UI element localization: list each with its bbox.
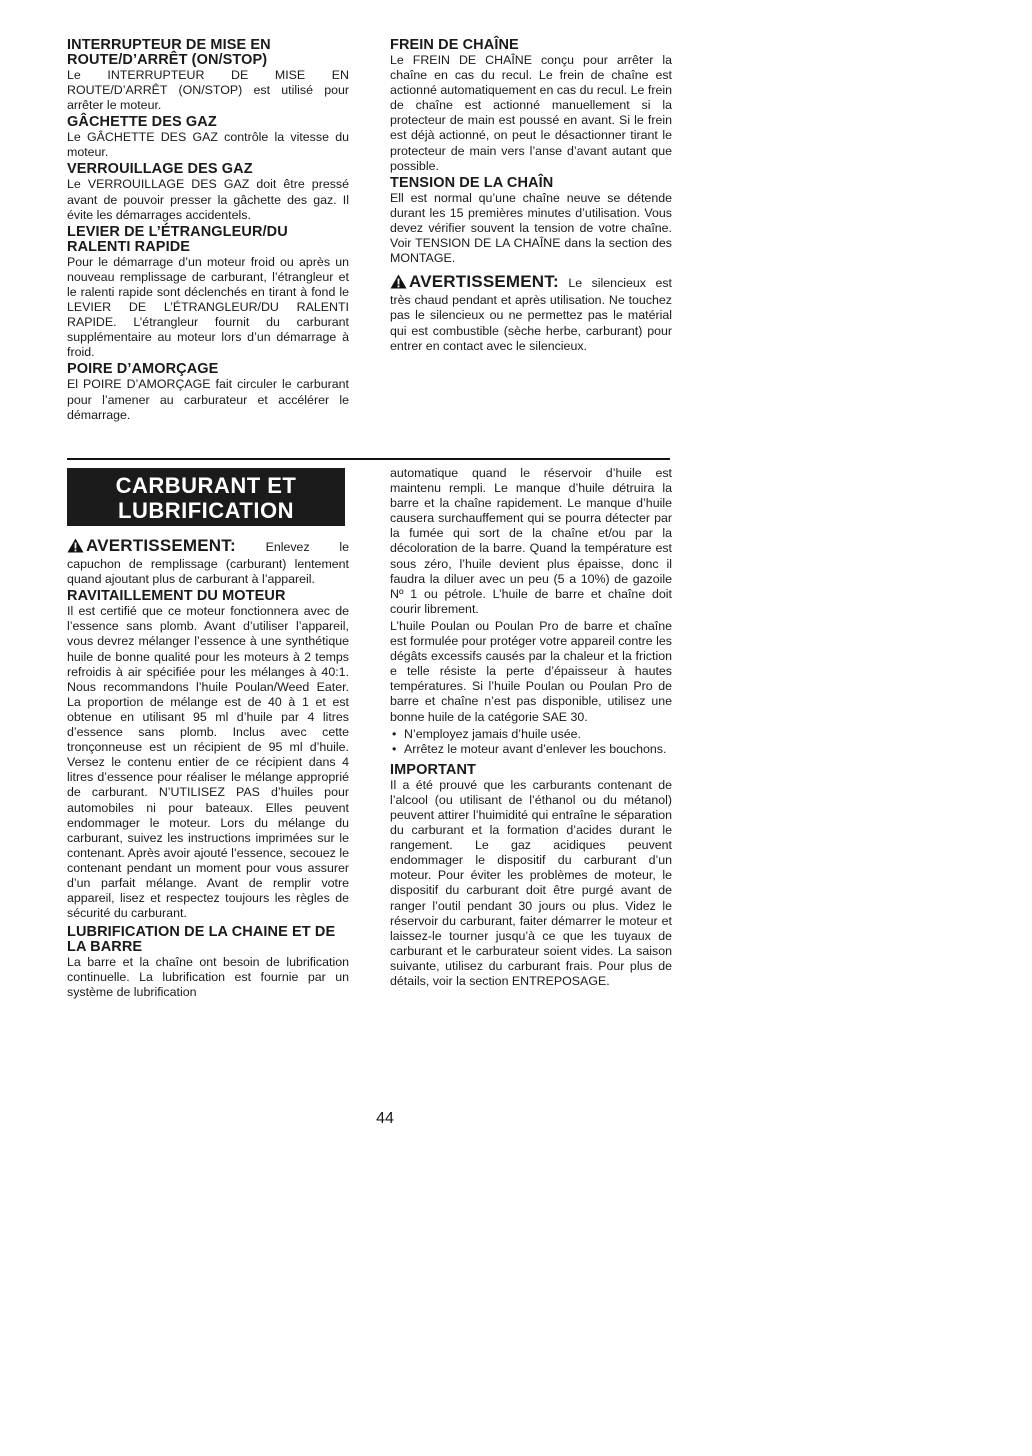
list-item: • N’employez jamais d’huile usée. bbox=[404, 727, 672, 742]
column-top-left bbox=[67, 38, 349, 425]
body-fueling-engine: Il est certifié que ce moteur fonctionnera avec de l’essence sans plomb. Avant d’utiliser l’appareil, vous devrez mélanger l’essence à une synthétique huile de bonne qualité pour les moteurs à 2 temps refroidis à air spécifiée pour les mélanges à 40:1. Nous recommandons l’huile Poulan/Weed Eater. La proportion de mélange est de 40 à 1 et est obtenue en utilisant 95 ml d’huile par 4 litres d’essence sans plomb. Inclus avec cette tronçonneuse est un récipient de 95 ml d’huile. Versez le contenu entier de ce récipient dans 4 litres d’essence pour réaliser le mélange approprié de carburant. N’UTILISEZ PAS d’huiles pour automobiles ni pour bateaux. Elles peuvent endommager le moteur. Lors du mélange du carburant, suivez les instructions imprimées sur le contenant. Après avoir ajouté l’essence, secouez le contenant pendant un moment pour vous assurer d’un parfait mélange. Avant de remplir votre appareil, lisez et respectez toujours les règles de sécurité du carburant. bbox=[67, 604, 349, 921]
warning-triangle-icon bbox=[390, 274, 407, 293]
page-number: 44 bbox=[376, 1110, 394, 1127]
body-throttle-trigger: Le GÂCHETTE DES GAZ contrôle la vitesse du moteur. bbox=[67, 130, 349, 160]
warning-triangle-icon bbox=[67, 538, 84, 557]
body-primer-bulb: El POIRE D’AMORÇAGE fait circuler le carburant pour l’amener au carburateur et accélérer le démarrage. bbox=[67, 377, 349, 422]
body-poulan-oil: L’huile Poulan ou Poulan Pro de barre et chaîne est formulée pour protéger votre appareil contre les dégâts excessifs causés par la chaleur et la friction e telle résiste la perte d’épaisseur à hautes températures. Si l’huile Poulan ou Poulan Pro de barre et chaîne n’est pas disponible, utilisez une bonne huile de la catégorie SAE 30. bbox=[390, 618, 672, 724]
list-item: • Arrêtez le moteur avant d’enlever les bouchons. bbox=[404, 742, 672, 757]
heading-primer-bulb: POIRE D’AMORÇAGE bbox=[67, 361, 219, 378]
body-throttle-lockout: Le VERROUILLAGE DES GAZ doit être pressé avant de pouvoir presser la gâchette des gaz. Il évite les démarrages accidentels. bbox=[67, 177, 349, 222]
heading-throttle-trigger: GÂCHETTE DES GAZ bbox=[67, 114, 217, 131]
oil-bullet-list bbox=[390, 727, 672, 757]
banner-line-2: LUBRIFICATION bbox=[118, 498, 294, 523]
heading-chain-bar-lubrication: LUBRIFICATION DE LA CHAINE ET DE LA BARRE bbox=[67, 924, 336, 956]
heading-choke-lever: LEVIER DE L’ÉTRANGLEUR/DU RALENTI RAPIDE bbox=[67, 223, 288, 255]
heading-chain-tension: TENSION DE LA CHAÎN bbox=[390, 174, 554, 191]
column-bottom-right bbox=[390, 466, 672, 991]
column-bottom-left bbox=[67, 538, 349, 1003]
banner-line-1: CARBURANT ET bbox=[115, 473, 297, 498]
column-top-right bbox=[390, 38, 672, 356]
heading-throttle-lockout: VERROUILLAGE DES GAZ bbox=[67, 161, 253, 178]
body-lubrication-cont: automatique quand le réservoir d’huile est maintenu rempli. Le manque d’huile détruira la barre et la chaîne rapidement. Le manque d’huile causera surchauffement qui se pourra détecter par la fumée qui sort de la chaîne et/ou par la décoloration de la barre. Quand la température est sous zéro, l’huile devient plus épaisse, donc il faudra la diluer avec un peu (5 a 10%) de gazoile Nº 1 ou pétrole. L’huile de barre et chaîne doit courir librement. bbox=[390, 466, 672, 616]
warning-text: Enlevez le capuchon de remplissage (carburant) lentement quand ajoutant plus de carburant à l’appareil. bbox=[67, 540, 349, 587]
heading-fueling-engine: RAVITAILLEMENT DU MOTEUR bbox=[67, 588, 286, 605]
warning-label: AVERTISSEMENT: bbox=[409, 272, 559, 292]
warning-label: AVERTISSEMENT: bbox=[86, 536, 236, 555]
heading-on-stop-switch: INTERRUPTEUR DE MISE EN ROUTE/D’ARRÊT (ON/STOP) bbox=[67, 37, 271, 68]
heading-important: IMPORTANT bbox=[390, 761, 477, 778]
body-choke-lever: Pour le démarrage d’un moteur froid ou après un nouveau remplissage de carburant, l’étrangleur et le ralenti rapide sont déclenchés en tirant à fond le LEVIER DE L’ÉTRANGLEUR/DU RALENTI RAPIDE. L’étrangleur fournit du carburant supplémentaire au moteur lors d’un démarrage à froid. bbox=[67, 254, 349, 360]
body-important: Il a été prouvé que les carburants contenant de l’alcool (ou utilisant de l’éthanol ou du métanol) peuvent attirer l’huimidité qui entraîne le séparation du carburant et la formation d’acides durant le rangement. Le gaz acidiques peuvent endommager le dispositif du carburant d’un moteur. Pour éviter les problèmes de moteur, le dispositif du carburant doit être purgé avant de ranger l’outil pendant 30 jours ou plus. Videz le réservoir du carburant, faiter démarrer le moteur et laissez-le tourner jusqu’à ce que les tuyaux de carburant et le carburateur soient vides. La saison suivante, utilisez du carburant frais. Pour plus de détails, voir la section ENTREPOSAGE. bbox=[390, 777, 672, 988]
body-on-stop-switch: Le INTERRUPTEUR DE MISE EN ROUTE/D’ARRÊT (ON/STOP) est utilisé pour arrêter le moteur. bbox=[67, 68, 349, 113]
section-divider bbox=[67, 458, 670, 460]
heading-chain-brake: FREIN DE CHAÎNE bbox=[390, 37, 519, 53]
warning-fuel-cap bbox=[67, 538, 349, 587]
warning-muffler bbox=[390, 274, 672, 353]
body-chain-tension: Ell est normal qu’une chaîne neuve se détende durant les 15 premières minutes d’utilisation. Vous devez vérifier souvent la tension de votre chaîne. Voir TENSION DE LA CHAÎNE dans la section des MONTAGE. bbox=[390, 190, 672, 266]
warning-text: Le silencieux est très chaud pendant et après utilisation. Ne touchez pas le silencieux ou ne permettez pas le matérial qui est combustible (sèche herbe, carburant) pour entrer en contact avec le silencieux. bbox=[390, 276, 672, 353]
body-chain-brake: Le FREIN DE CHAÎNE conçu pour arrêter la chaîne en cas du recul. Le frein de chaîne est actionné automatiquement en cas du recul. Le frein de chaîne est actionné manuellement si la protecteur de main est poussé en avant. Si le frein est déjà actionné, on peut le désactionner tirant le protecteur de main vers l’anse d’avant autant que possible. bbox=[390, 53, 672, 173]
body-chain-bar-lubrication: La barre et la chaîne ont besoin de lubrification continuelle. La lubrification est fournie par un système de lubrification bbox=[67, 955, 349, 1000]
section-banner bbox=[67, 468, 345, 526]
